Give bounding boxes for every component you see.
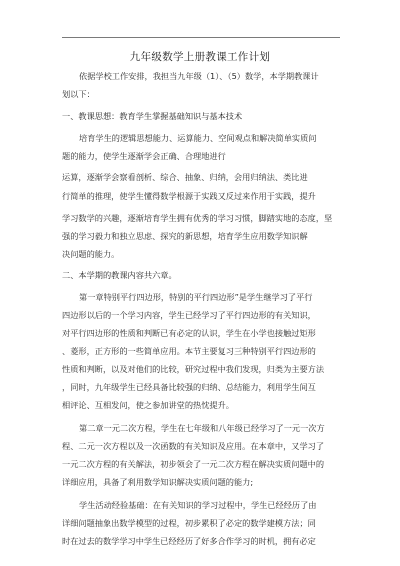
paragraph-line: 相评论、互相发问，使之参加讲堂的热忱提升。 (62, 400, 234, 410)
paragraph-line: 详细应用，具备了利用数学知识解决实质问题的能力; (62, 477, 254, 487)
paragraph-line: 详细问题抽象出数学模型的过程，初步累积了必定的数学建模方法；同 (62, 518, 316, 528)
paragraph-line: 划以下： (62, 89, 95, 99)
paragraph-line: 决问题的能力。 (62, 249, 120, 259)
section-heading: 一、教课思想：教育学生掌握基础知识与基本技术 (62, 111, 243, 121)
paragraph-line: 性质和判断，以及对他们的比较，研究过程中我们发现，归类为主要方法 (62, 364, 325, 374)
paragraph-line: 第二章一元二次方程，学生在七年级和八年级已经学习了一元一次方 (79, 423, 325, 433)
paragraph-line: 程、二元一次方程以及一次函数的有关知识及应用。在本章中，又学习了 (62, 441, 325, 451)
paragraph-line: 对平行四边形的性质和判断已有必定的认识，学生在小学也接触过矩形 (62, 328, 316, 338)
section-heading: 二、本学期的教课内容共六章。 (62, 270, 177, 280)
paragraph-line: 行简单的推理，使学生懂得数学根源于实践又反过来作用于实践，提升 (62, 191, 316, 201)
header-rule (62, 37, 340, 38)
paragraph-line: 依据学校工作安排，我担当九年级（1）、（5）数学，本学期教课计 (79, 71, 319, 81)
paragraph-line: 时在过去的数学学习中学生已经经历了好多合作学习的时机，拥有必定 (62, 536, 316, 546)
paragraph-line: 学生活动经验基础：在有关知识的学习过程中，学生已经经历了由 (79, 500, 317, 510)
paragraph-line: 第一章特别平行四边形，特别的平行四边形”是学生继学习了平行 (79, 292, 313, 302)
document-title: 九年级数学上册教课工作计划 (129, 51, 271, 63)
paragraph-line: 运算，逐渐学会察看剖析、综合、抽象、归纳，会用归纳法、类比进 (62, 172, 308, 182)
paragraph-line: 题的能力，使学生逐渐学会正确、合理地进行 (62, 151, 226, 161)
paragraph-line: 培育学生的逻辑思想能力、运算能力、空间观点和解决简单实质问 (79, 133, 317, 143)
paragraph-line: 、菱形，正方形的一些简单应用。本节主要复习三种特别平行四边形的 (62, 346, 316, 356)
paragraph-line: 学习数学的兴趣，逐渐培育学生拥有优秀的学习习惯，脚踏实地的态度，坚 (62, 213, 333, 223)
paragraph-line: 强的学习毅力和独立思虑、探究的新思想，培育学生应用数学知识解 (62, 231, 308, 241)
paragraph-line: ，同时，九年级学生已经具备比较强的归纳、总结能力，利用学生间互 (62, 382, 316, 392)
paragraph-line: 四边形以后的一个学习内容，学生已经学习了平行四边形的有关知识， (62, 310, 316, 320)
paragraph-line: 一元二次方程的有关解法，初步领会了一元二次方程在解决实质问题中的 (62, 459, 325, 469)
